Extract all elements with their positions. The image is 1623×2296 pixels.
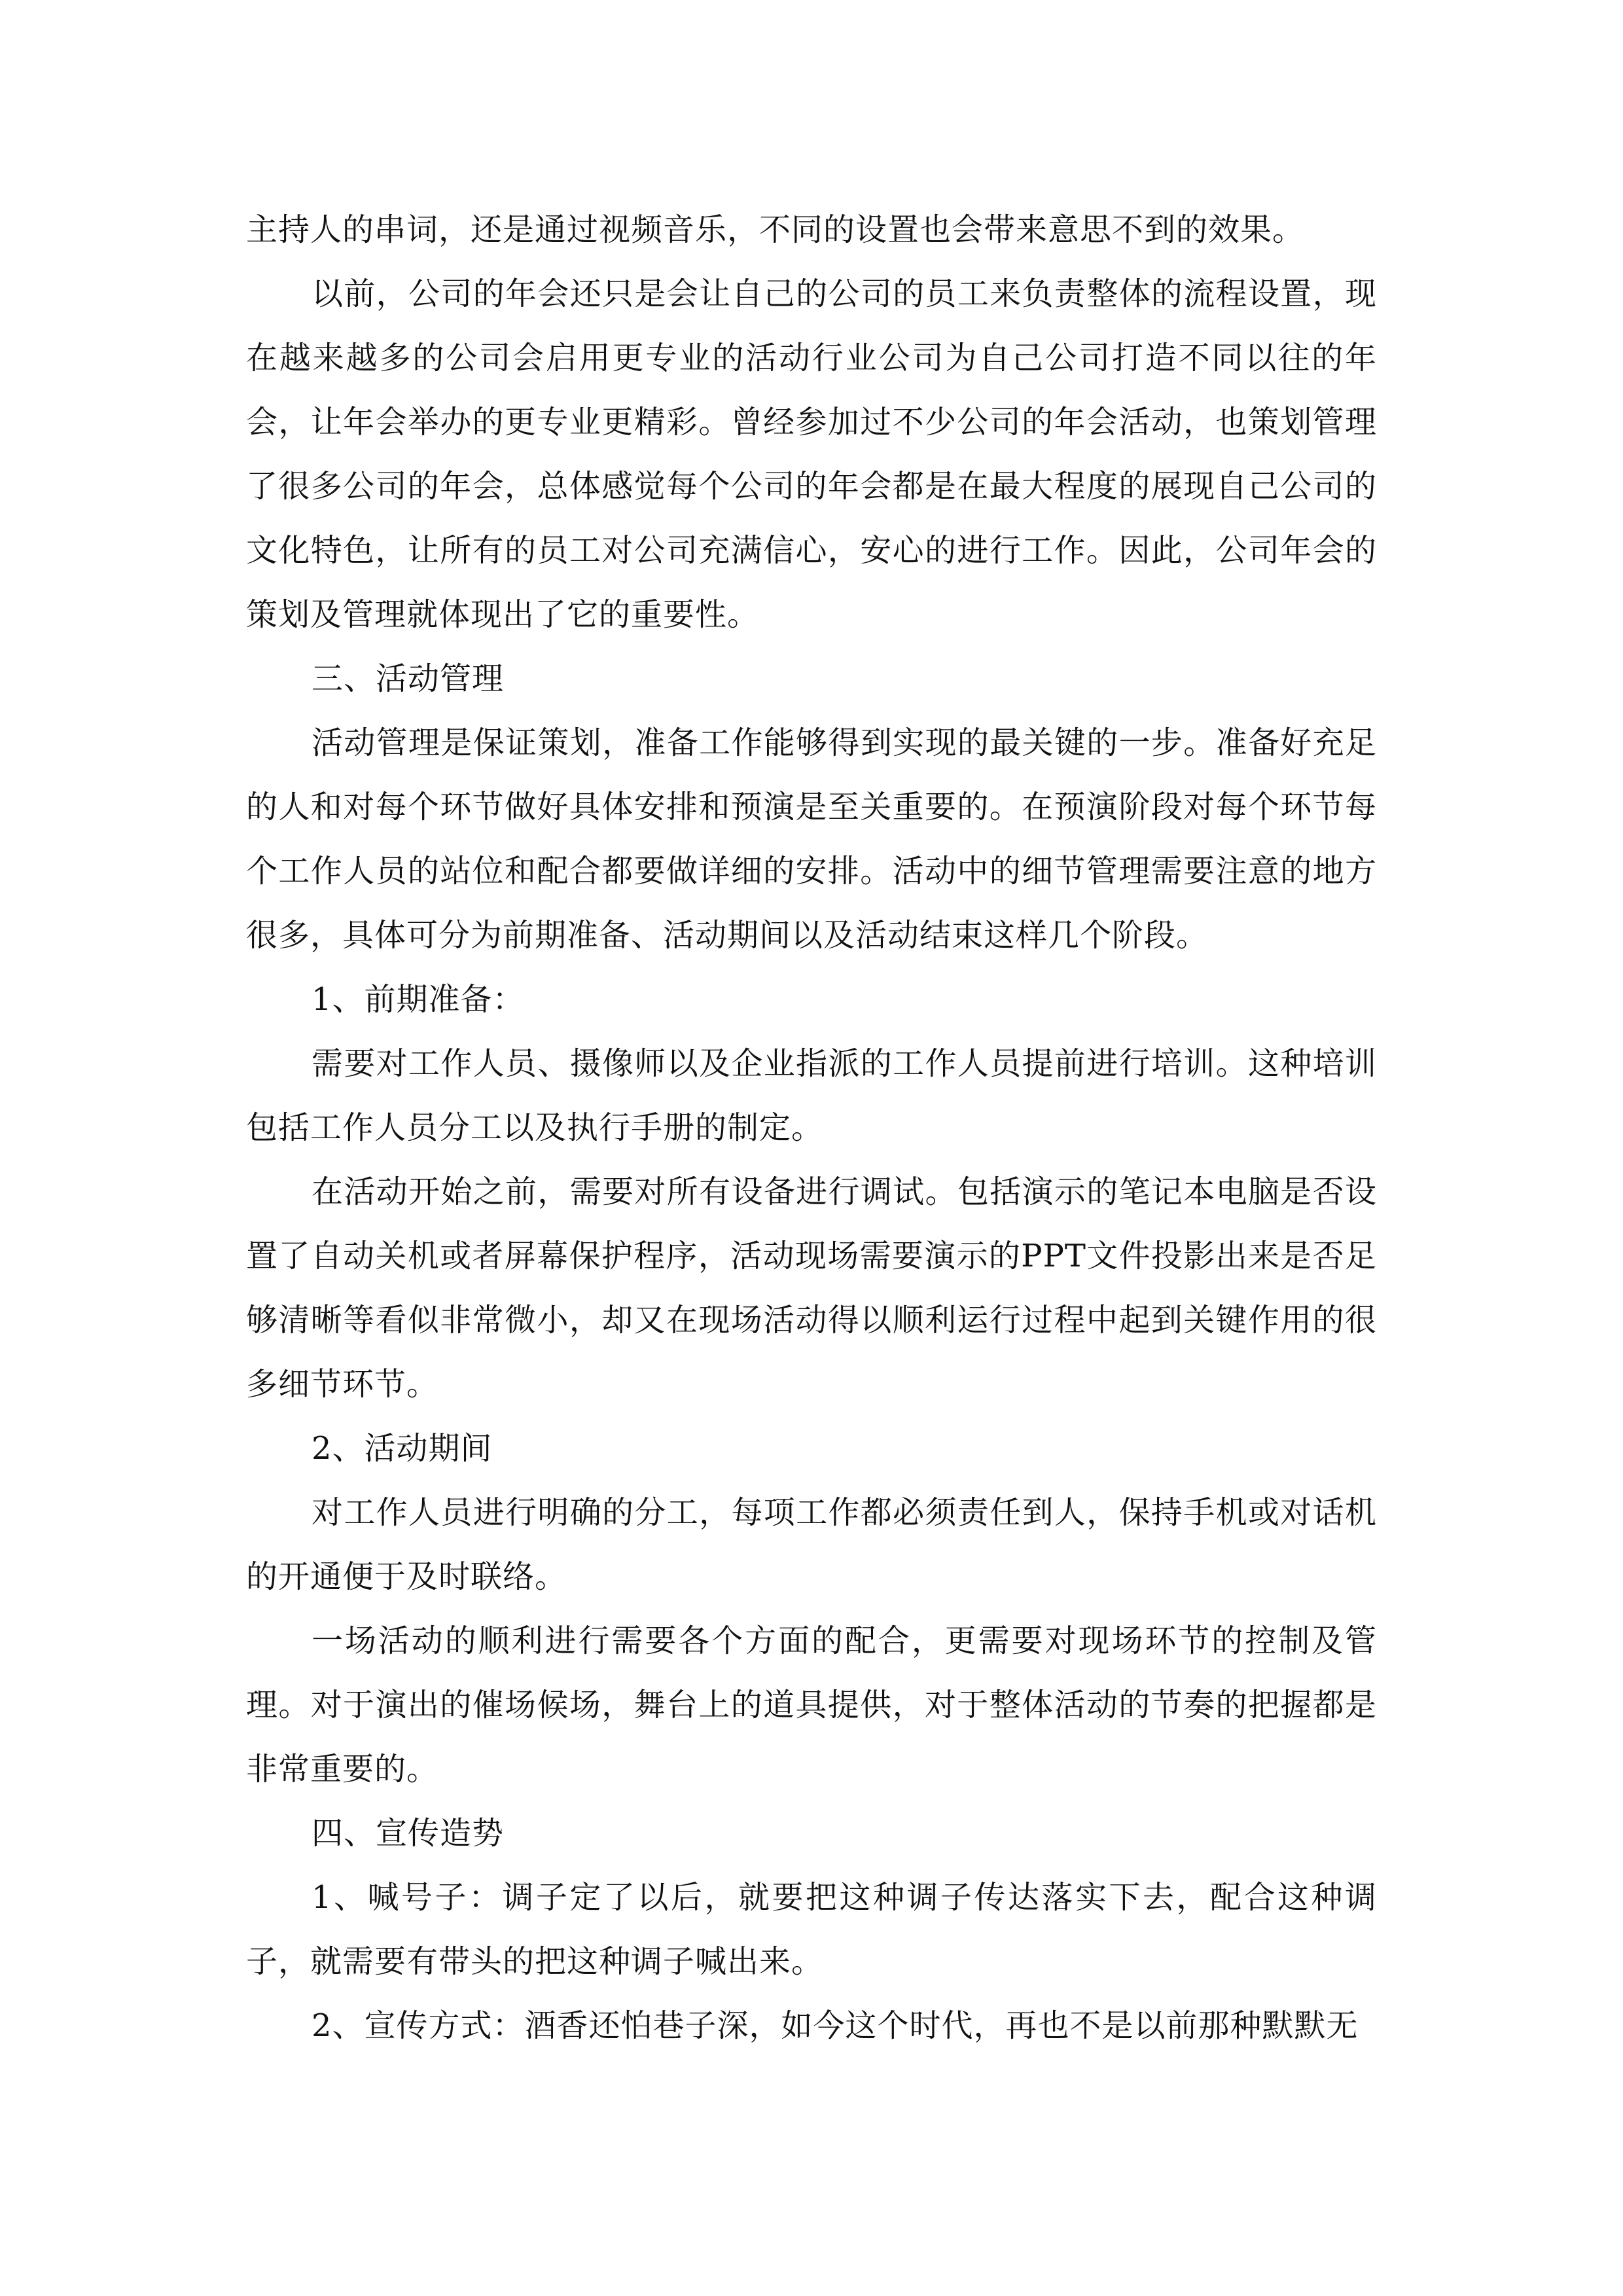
paragraph-coordination: 一场活动的顺利进行需要各个方面的配合，更需要对现场环节的控制及管理。对于演出的催场候场，舞台上的道具提供，对于整体活动的节奏的把握都是非常重要的。: [246, 1623, 1377, 1787]
paragraph-activity-management: 活动管理是保证策划，准备工作能够得到实现的最关键的一步。准备好充足的人和对每个环节做好具体安排和预演是至关重要的。在预演阶段对每个环节每个工作人员的站位和配合都要做详细的安排。活动中的细节管理需要注意的地方很多，具体可分为前期准备、活动期间以及活动结束这样几个阶段。: [246, 725, 1377, 954]
paragraph-equipment-testing: 在活动开始之前，需要对所有设备进行调试。包括演示的笔记本电脑是否设置了自动关机或者屏幕保护程序，活动现场需要演示的PPT文件投影出来是否足够清晰等看似非常微小，却又在现场活动得以顺利运行过程中起到关键作用的很多细节环节。: [246, 1174, 1377, 1403]
subheading-preparation: 1、前期准备：: [312, 981, 525, 1018]
paragraph-publicity-method: 2、宣传方式：酒香还怕巷子深，如今这个时代，再也不是以前那种默默无: [312, 2007, 1359, 2044]
paragraph-continuation: 主持人的串词，还是通过视频音乐，不同的设置也会带来意思不到的效果。: [246, 211, 1305, 248]
paragraph-annual-meeting-intro: 以前，公司的年会还只是会让自己的公司的员工来负责整体的流程设置，现在越来越多的公司会启用更专业的活动行业公司为自己公司打造不同以往的年会，让年会举办的更专业更精彩。曾经参加过不少公司的年会活动，也策划管理了很多公司的年会，总体感觉每个公司的年会都是在最大程度的展现自己公司的文化特色，让所有的员工对公司充满信心，安心的进行工作。因此，公司年会的策划及管理就体现出了它的重要性。: [246, 276, 1377, 633]
section-heading-activity-management: 三、活动管理: [312, 660, 505, 697]
section-heading-publicity: 四、宣传造势: [312, 1815, 505, 1852]
paragraph-slogan: 1、喊号子：调子定了以后，就要把这种调子传达落实下去，配合这种调子，就需要有带头的把这种调子喊出来。: [246, 1879, 1377, 1980]
subheading-during-activity: 2、活动期间: [312, 1430, 493, 1467]
paragraph-training: 需要对工作人员、摄像师以及企业指派的工作人员提前进行培训。这种培训包括工作人员分工以及执行手册的制定。: [246, 1045, 1377, 1146]
document-body: [246, 198, 1377, 2058]
paragraph-division-of-labor: 对工作人员进行明确的分工，每项工作都必须责任到人，保持手机或对话机的开通便于及时联络。: [246, 1494, 1377, 1595]
